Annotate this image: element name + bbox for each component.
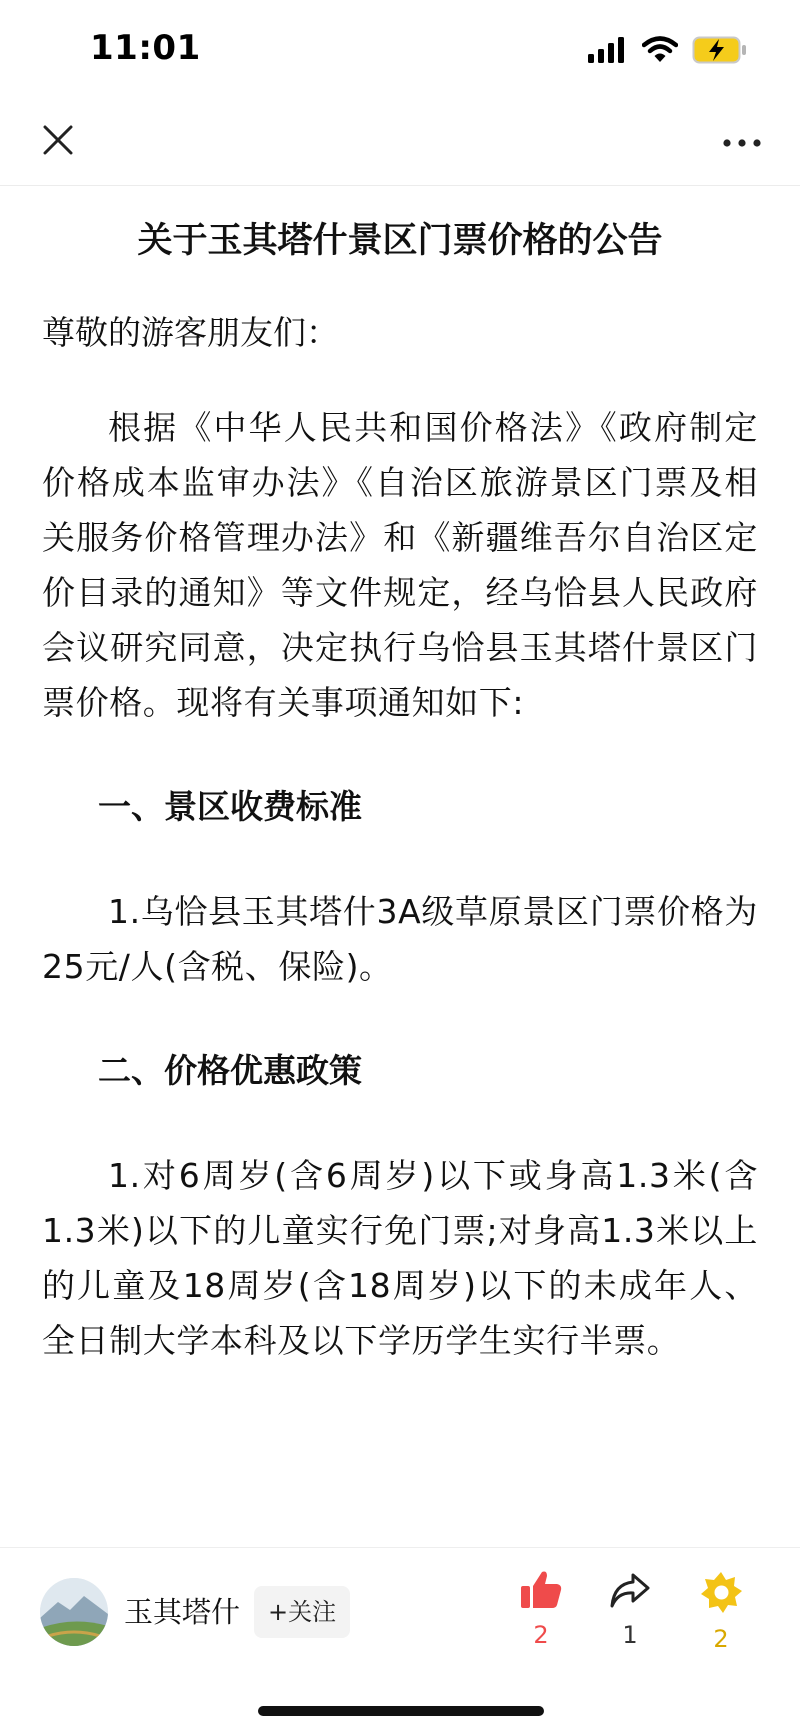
status-icons <box>588 34 748 70</box>
close-icon <box>42 124 74 160</box>
discount-policy-item: 1.对6周岁(含6周岁)以下或身高1.3米(含1.3米)以下的儿童实行免门票;对身高1.3米以上的儿童及18周岁(含18周岁)以下的未成年人、全日制大学本科及以下学历学生实行半票。 <box>42 1156 758 1360</box>
section-heading-discount-policy: 二、价格优惠政策 <box>98 1051 362 1090</box>
more-icon <box>722 133 762 152</box>
account-name[interactable]: 玉其塔什 <box>124 1595 241 1629</box>
like-button[interactable] <box>506 1570 576 1650</box>
article-greeting: 尊敬的游客朋友们： <box>42 313 339 352</box>
thumbs-up-icon <box>519 1595 563 1614</box>
article-intro-paragraph: 根据《中华人民共和国价格法》《政府制定价格成本监审办法》《自治区旅游景区门票及相关服务价格管理办法》和《新疆维吾尔自治区定价目录的通知》等文件规定，经乌恰县人民政府会议研究同意，决定执行乌恰县玉其塔什景区门票价格。现将有关事项通知如下: <box>42 408 758 722</box>
follow-button[interactable]: +关注 <box>254 1586 350 1638</box>
bottom-action-bar <box>0 1547 800 1731</box>
account-avatar[interactable] <box>40 1578 108 1646</box>
home-indicator[interactable] <box>258 1706 544 1716</box>
wifi-icon <box>642 36 678 68</box>
fee-standard-item: 1.乌恰县玉其塔什3A级草原景区门票价格为25元/人(含税、保险)。 <box>42 892 758 986</box>
signal-icon <box>588 37 628 67</box>
status-time: 11:01 <box>90 28 201 68</box>
star-icon <box>699 1599 743 1618</box>
article-title: 关于玉其塔什景区门票价格的公告 <box>137 221 663 261</box>
like-count: 2 <box>533 1621 549 1649</box>
section-heading-fee-standard: 一、景区收费标准 <box>98 787 362 826</box>
star-count: 2 <box>713 1625 729 1653</box>
share-button[interactable] <box>595 1570 665 1650</box>
close-button[interactable] <box>34 118 82 166</box>
share-count: 1 <box>622 1621 638 1649</box>
nav-bar <box>0 100 800 186</box>
share-icon <box>608 1595 652 1614</box>
more-button[interactable] <box>714 118 770 166</box>
battery-charging-icon <box>692 36 748 68</box>
status-bar <box>0 0 800 100</box>
recommend-button[interactable] <box>686 1570 756 1654</box>
article-body <box>42 186 758 1368</box>
